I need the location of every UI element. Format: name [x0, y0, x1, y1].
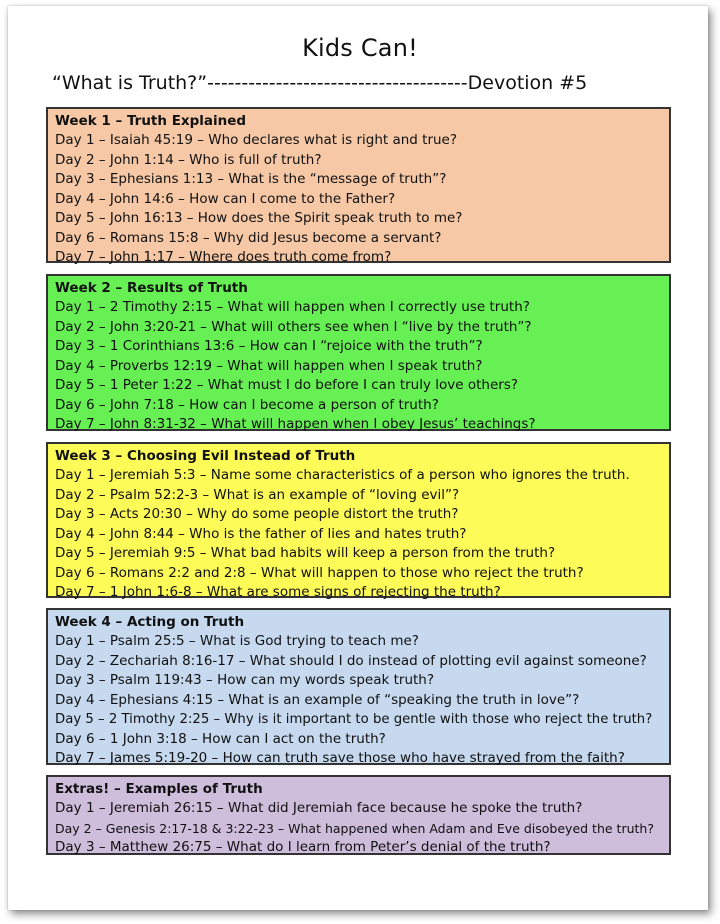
week-3-day-5: Day 5 – Jeremiah 9:5 – What bad habits will keep a person from the truth?: [55, 545, 556, 561]
week-2-box: [46, 274, 671, 431]
week-4-box: [46, 608, 671, 765]
extras-box: [46, 775, 671, 855]
week-3-day-6: Day 6 – Romans 2:2 and 2:8 – What will happen to those who reject the truth?: [55, 564, 584, 581]
week-3-box: [46, 442, 671, 598]
week-1-day-4: Day 4 – John 14:6 – How can I come to the Father?: [55, 190, 396, 207]
week-4-day-5: Day 5 – 2 Timothy 2:25 – Why is it important to be gentle with those who reject the truth?: [55, 712, 653, 727]
week-4-day-4: Day 4 – Ephesians 4:15 – What is an example of “speaking the truth in love”?: [55, 691, 580, 708]
week-3-day-2: Day 2 – Psalm 52:2-3 – What is an example of “loving evil”?: [55, 486, 460, 503]
week-2-day-4: Day 4 – Proverbs 12:19 – What will happen when I speak truth?: [55, 357, 483, 374]
week-3-day-3: Day 3 – Acts 20:30 – Why do some people distort the truth?: [55, 506, 459, 522]
week-4-day-2: Day 2 – Zechariah 8:16-17 – What should I do instead of plotting evil against someone?: [55, 652, 647, 669]
week-2-day-3: Day 3 – 1 Corinthians 13:6 – How can I “rejoice with the truth”?: [55, 338, 483, 354]
week-3-day-1: Day 1 – Jeremiah 5:3 – Name some characteristics of a person who ignores the truth.: [55, 467, 630, 483]
week-2-day-2: Day 2 – John 3:20-21 – What will others see when I “live by the truth”?: [55, 318, 532, 335]
extras-day-1: Day 1 – Jeremiah 26:15 – What did Jeremiah face because he spoke the truth?: [55, 800, 583, 816]
week-1-day-3: Day 3 – Ephesians 1:13 – What is the “message of truth”?: [55, 171, 447, 187]
week-2-day-1: Day 1 – 2 Timothy 2:15 – What will happen when I correctly use truth?: [55, 299, 530, 315]
week-4-day-6: Day 6 – 1 John 3:18 – How can I act on the truth?: [55, 730, 386, 747]
week-1-day-7: Day 7 – John 1:17 – Where does truth come from?: [55, 249, 392, 265]
extras-day-3: Day 3 – Matthew 26:75 – What do I learn from Peter’s denial of the truth?: [55, 839, 551, 855]
week-4-day-1: Day 1 – Psalm 25:5 – What is God trying to teach me?: [55, 633, 419, 649]
week-3-day-7: Day 7 – 1 John 1:6-8 – What are some signs of rejecting the truth?: [55, 584, 501, 600]
week-4-day-7: Day 7 – James 5:19-20 – How can truth save those who have strayed from the faith?: [55, 750, 625, 766]
week-2-day-6: Day 6 – John 7:18 – How can I become a person of truth?: [55, 396, 439, 413]
extras-day-2: Day 2 – Genesis 2:17-18 & 3:22-23 – What happened when Adam and Eve disobeyed the truth?: [55, 820, 654, 836]
page-subtitle: “What is Truth?”--------------------------------------Devotion #5: [52, 72, 588, 94]
extras-header: Extras! – Examples of Truth: [55, 781, 263, 797]
week-1-header: Week 1 – Truth Explained: [55, 113, 247, 129]
week-2-header: Week 2 – Results of Truth: [55, 280, 248, 296]
week-1-box: [46, 107, 671, 263]
week-1-day-6: Day 6 – Romans 15:8 – Why did Jesus become a servant?: [55, 229, 442, 246]
week-3-day-4: Day 4 – John 8:44 – Who is the father of lies and hates truth?: [55, 525, 467, 542]
week-4-day-3: Day 3 – Psalm 119:43 – How can my words speak truth?: [55, 672, 435, 688]
week-4-header: Week 4 – Acting on Truth: [55, 614, 245, 630]
week-2-day-7: Day 7 – John 8:31-32 – What will happen when I obey Jesus’ teachings?: [55, 416, 536, 432]
week-2-day-5: Day 5 – 1 Peter 1:22 – What must I do before I can truly love others?: [55, 377, 519, 393]
page-title: Kids Can!: [302, 34, 418, 62]
week-1-day-5: Day 5 – John 16:13 – How does the Spirit speak truth to me?: [55, 210, 463, 226]
week-3-header: Week 3 – Choosing Evil Instead of Truth: [55, 448, 356, 464]
week-1-day-1: Day 1 – Isaiah 45:19 – Who declares what is right and true?: [55, 132, 458, 148]
week-1-day-2: Day 2 – John 1:14 – Who is full of truth?: [55, 151, 322, 168]
